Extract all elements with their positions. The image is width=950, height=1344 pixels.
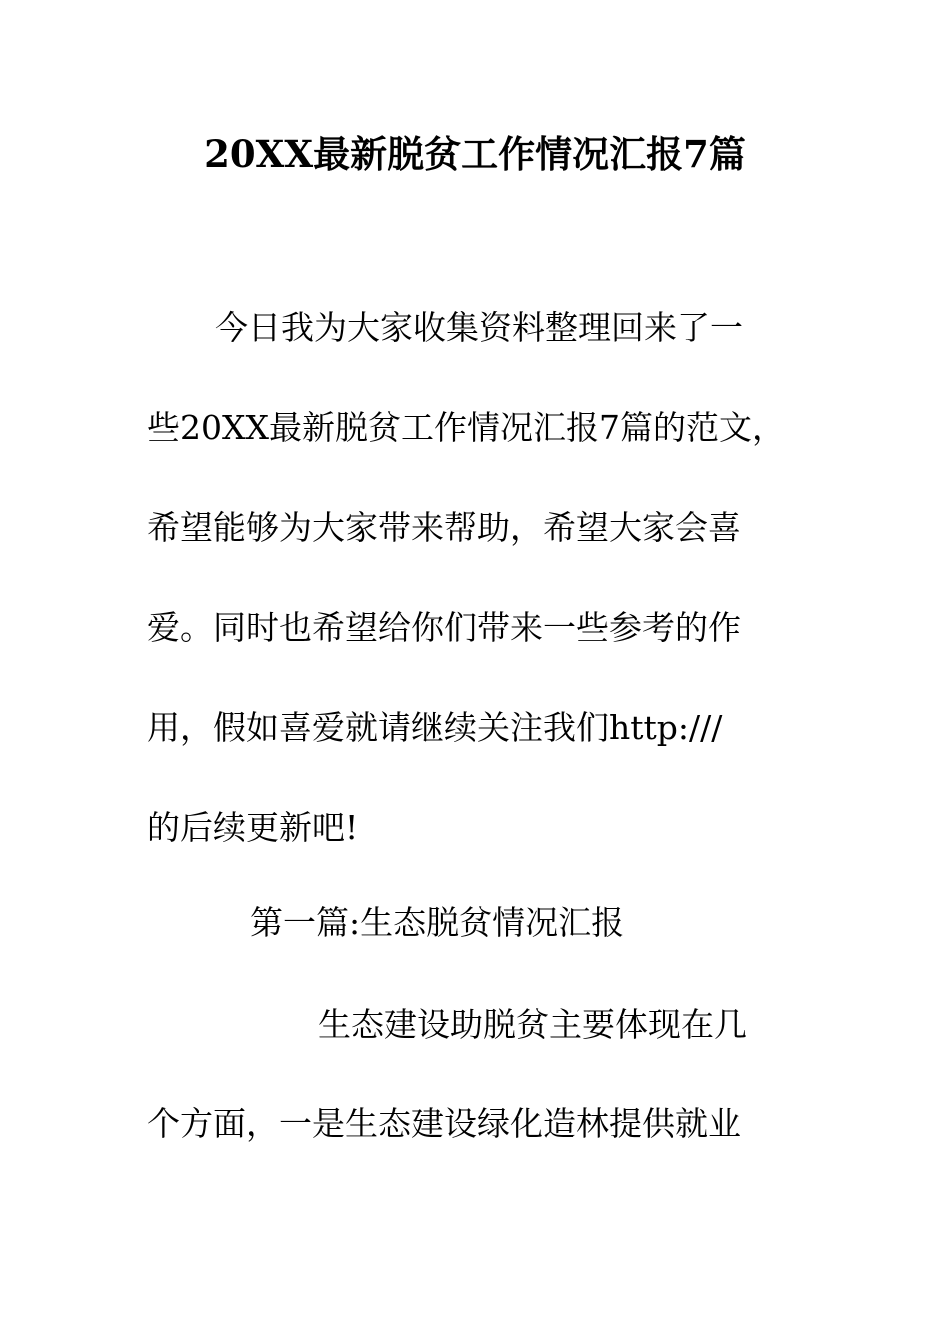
body-line-2: 个方面，一是生态建设绿化造林提供就业 bbox=[147, 1104, 741, 1143]
intro-line-3: 希望能够为大家带来帮助，希望大家会喜 bbox=[147, 508, 741, 547]
intro-line-1: 今日我为大家收集资料整理回来了一 bbox=[215, 308, 743, 347]
document-title: 20XX最新脱贫工作情况汇报7篇 bbox=[204, 132, 746, 176]
intro-line-2: 些20XX最新脱贫工作情况汇报7篇的范文， bbox=[147, 408, 785, 447]
intro-line-6: 的后续更新吧! bbox=[147, 808, 359, 847]
section-heading: 第一篇:生态脱贫情况汇报 bbox=[250, 903, 625, 942]
body-line-1: 生态建设助脱贫主要体现在几 bbox=[318, 1005, 747, 1044]
intro-line-4: 爱。同时也希望给你们带来一些参考的作 bbox=[147, 608, 741, 647]
intro-line-5: 用，假如喜爱就请继续关注我们http:/// bbox=[147, 708, 723, 747]
